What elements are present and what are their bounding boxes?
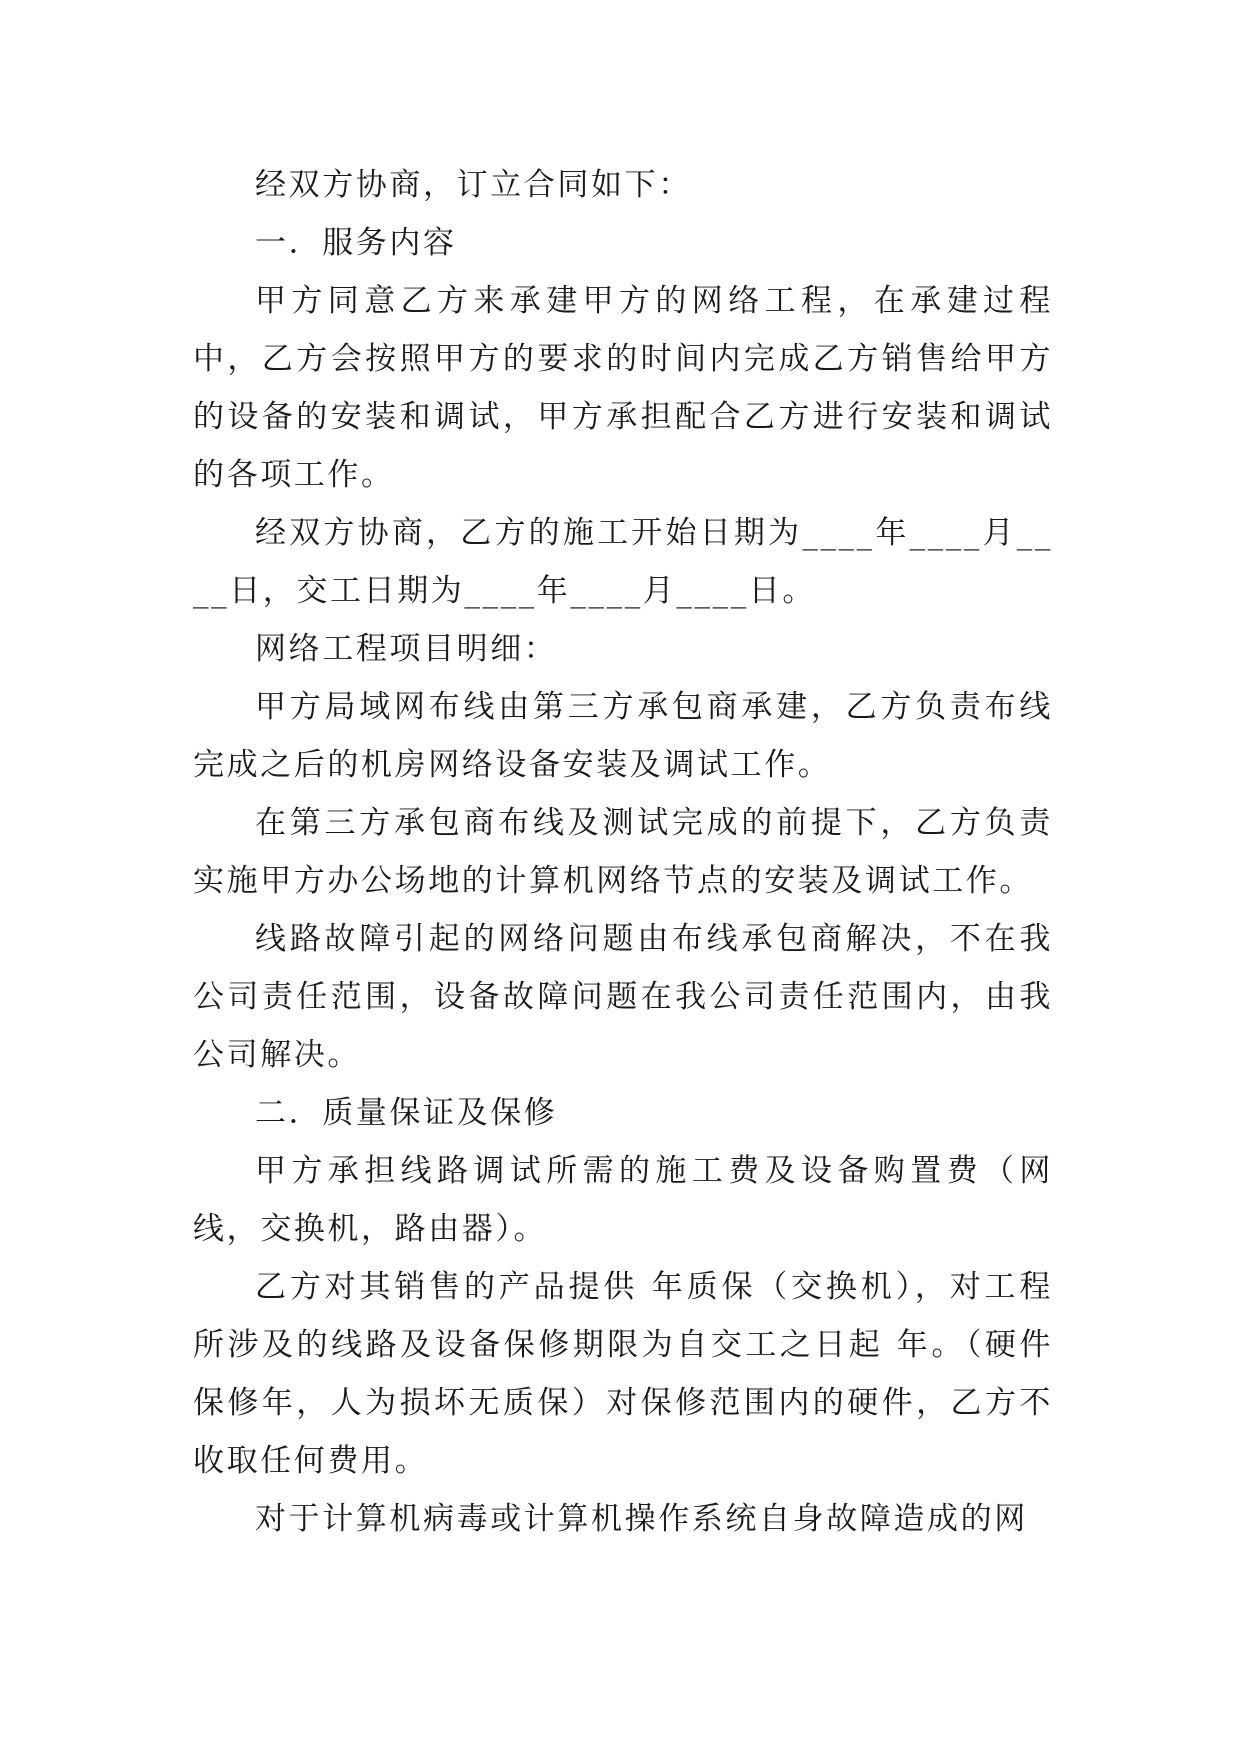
fault-responsibility-paragraph: 线路故障引起的网络问题由布线承包商解决，不在我公司责任范围，设备故障问题在我公司责任范围内，由我公司解决。: [193, 921, 1053, 1073]
cabling-paragraph: 甲方局域网布线由第三方承包商承建，乙方负责布线完成之后的机房网络设备安装及调试工作。: [193, 689, 1053, 783]
node-install-paragraph: 在第三方承包商布线及测试完成的前提下，乙方负责实施甲方办公场地的计算机网络节点的安装及调试工作。: [193, 805, 1053, 899]
intro-paragraph: 经双方协商，订立合同如下：: [255, 167, 692, 203]
project-details-label: 网络工程项目明细：: [255, 631, 558, 667]
section-1-heading: 一．服务内容: [255, 225, 457, 261]
schedule-paragraph: 经双方协商，乙方的施工开始日期为____年____月____日，交工日期为____年____月____日。: [193, 515, 1053, 609]
cost-paragraph: 甲方承担线路调试所需的施工费及设备购置费（网线，交换机，路由器）。: [193, 1153, 1053, 1247]
virus-fault-paragraph: 对于计算机病毒或计算机操作系统自身故障造成的网: [255, 1501, 1028, 1537]
warranty-paragraph: 乙方对其销售的产品提供 年质保（交换机），对工程所涉及的线路及设备保修期限为自交工之日起 年。（硬件保修年，人为损坏无质保）对保修范围内的硬件，乙方不收取任何费用。: [193, 1269, 1053, 1479]
service-scope-paragraph: 甲方同意乙方来承建甲方的网络工程，在承建过程中，乙方会按照甲方的要求的时间内完成乙方销售给甲方的设备的安装和调试，甲方承担配合乙方进行安装和调试的各项工作。: [193, 283, 1053, 493]
document-body: [193, 156, 1053, 1548]
section-2-heading: 二．质量保证及保修: [255, 1095, 558, 1131]
